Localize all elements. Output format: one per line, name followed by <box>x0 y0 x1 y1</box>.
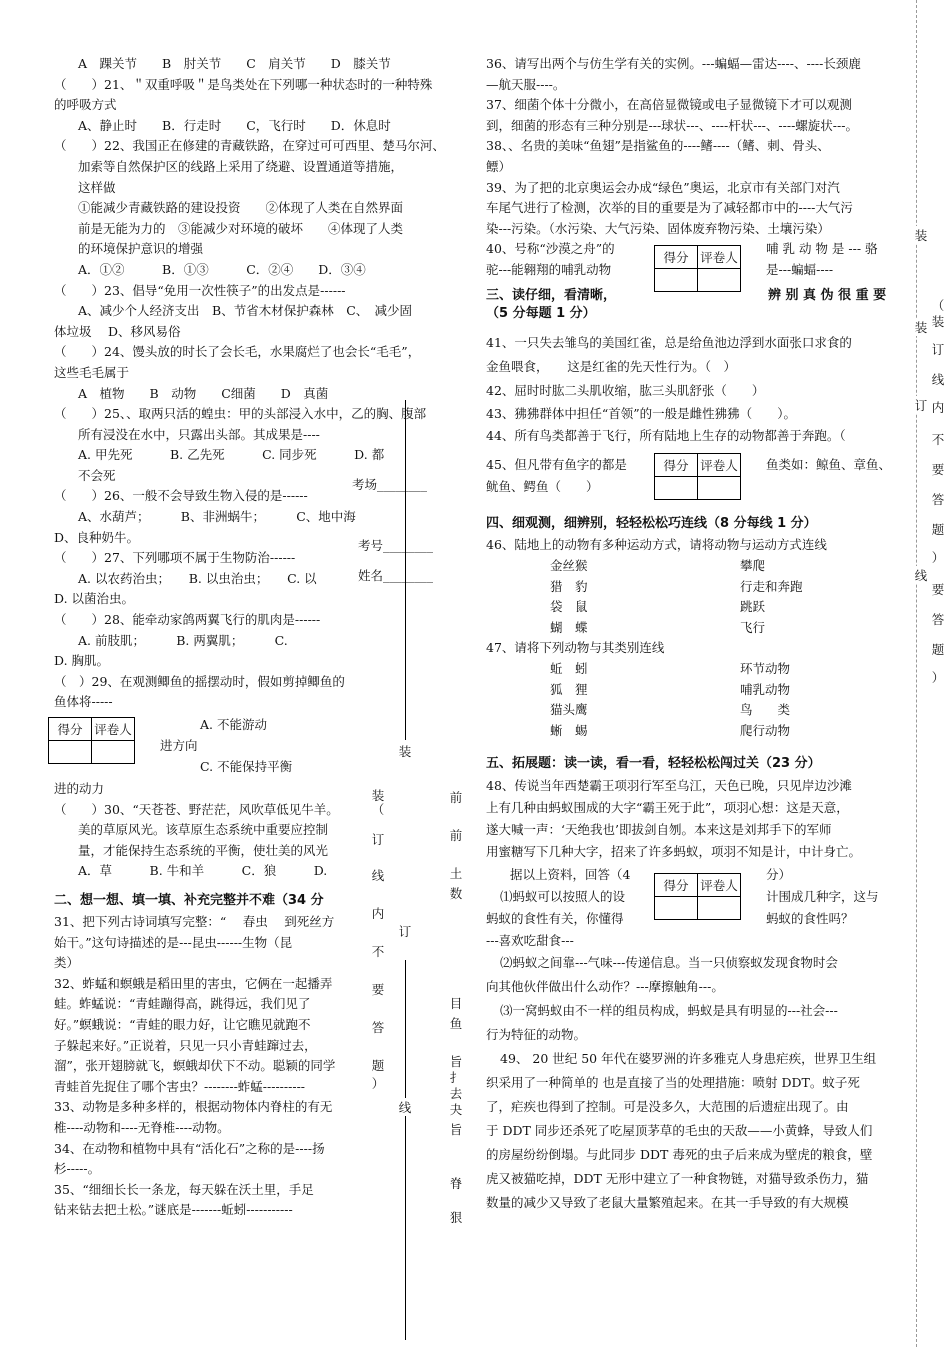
q38-line: 鳔） <box>486 158 512 174</box>
binding-char: 鱼 <box>449 1016 463 1031</box>
binding-char: 内 <box>371 906 385 921</box>
match-row <box>486 597 910 618</box>
q32-line: 子躲起来好。”正说着，只见一只小青蛙蹿过去， <box>54 1037 317 1053</box>
binding-char: 脊 <box>449 1176 463 1191</box>
binding-char: 订 <box>914 398 928 413</box>
q26-options: A、水葫芦； B、非洲蜗牛； C、地中海 <box>78 509 356 525</box>
q41-line: 金鱼喂食， 这是红雀的先天性行为。（ ） <box>486 359 737 375</box>
binding-char: 装 <box>398 744 412 759</box>
q29-line: 鱼体将----- <box>54 694 113 710</box>
q45-block <box>486 447 910 513</box>
binding-char: 订 <box>371 832 385 847</box>
q29-line: （ ）29、在观测鲫鱼的摇摆动时，假如剪掉鲫鱼的 <box>54 673 345 689</box>
q21-line: （ ）21、＂双重呼吸＂是鸟类处在下列哪一种状态时的一种特殊 <box>54 76 433 92</box>
binding-char: 题 <box>931 522 945 537</box>
q40-line: 驼---能翱翔的哺乳动物 <box>486 262 612 278</box>
q36-line: 36、请写出两个与仿生学有关的实例。---蝙蝠—雷达----、----长颈鹿 <box>486 56 861 71</box>
binding-char: 答 <box>931 612 945 627</box>
q22-line: 加索等自然保护区的线路上采用了绕避、设置通道等措施， <box>78 158 404 174</box>
q37-line: 37、细菌个体十分微小，在高倍显微镜或电子显微镜下才可以观测 <box>486 97 852 113</box>
score-label: 得分 <box>655 874 698 897</box>
q49-line: 的房屋纷纷倒塌。与此同步 DDT 毒死的虫子后来成为壁虎的粮食，壁 <box>486 1147 873 1163</box>
binding-char: ） <box>371 1076 385 1091</box>
score-cell[interactable] <box>655 269 698 292</box>
q48-line: 行为特征的动物。 <box>486 1027 587 1043</box>
section-4-title: 四、细观测，细辨别，轻轻松松巧连线（8 分每线 1 分） <box>486 516 817 532</box>
q23-options: A、减少个人经济支出 B、节省木材保护森林 C、 减少固 <box>78 303 413 319</box>
grader-label: 评卷人 <box>698 874 741 897</box>
q33-line: 椎----动物和----无脊椎----动物。 <box>54 1119 230 1135</box>
q31-line: 类） <box>54 955 80 971</box>
q27-line: （ ）27、下列哪项不属于生物防治------ <box>54 550 296 566</box>
q23-options: 体垃圾 D、移风易俗 <box>54 323 181 339</box>
binding-char: 前 <box>449 790 463 805</box>
q22-line: 这样做 <box>78 179 116 195</box>
q29-option-a: A. 不能游动 <box>200 717 267 732</box>
binding-char: 线 <box>931 372 945 387</box>
q32-line: 32、蚱蜢和螟蛾是稻田里的害虫，它俩在一起播弄 <box>54 975 333 991</box>
q43-line: 43、狒狒群体中担任“首领”的一般是雌性狒狒（ ）。 <box>486 406 796 422</box>
binding-char: 狠 <box>449 1210 463 1225</box>
animal-item[interactable]: 猎 豹 <box>550 578 588 594</box>
binding-char: 装 <box>914 228 928 243</box>
binding-char: 线 <box>914 568 928 583</box>
binding-char: 要 <box>931 462 945 477</box>
binding-char: （ <box>371 802 385 817</box>
motion-item[interactable]: 跳跃 <box>740 599 766 615</box>
grader-cell[interactable] <box>92 741 135 764</box>
category-item[interactable]: 鸟 类 <box>740 702 791 718</box>
right-margin-line <box>916 0 917 1347</box>
q48-line: 分） <box>766 867 792 883</box>
q48-line: ⑵蚂蚁之间靠---气味---传递信息。当一只侦察蚁发现食物时会 <box>500 955 838 971</box>
q40-block <box>486 239 910 303</box>
q47-pairs <box>486 659 910 741</box>
q25-line: 所有浸没在水中，只露出头部。其成果是---- <box>78 426 320 442</box>
q31-line: 31、把下列古诗词填写完整：“ 春虫 到死丝方 <box>54 913 335 929</box>
motion-item[interactable]: 攀爬 <box>740 557 766 573</box>
score-label: 得分 <box>655 246 698 269</box>
q28-options: D. 胸肌。 <box>54 653 110 669</box>
q30-options: A．草 B. 牛和羊 C．狼 D. <box>78 863 328 879</box>
binding-char: 内 <box>931 400 945 415</box>
q40-line: 是---蝙蝠---- <box>766 262 834 278</box>
q40-line: 哺 乳 动 物 是 --- 骆 <box>766 241 878 257</box>
grader-cell[interactable] <box>698 269 741 292</box>
q49-line: 数量的减少又导致了老鼠大量繁殖起来。在其一手导致的有大规模 <box>486 1195 849 1211</box>
q48-line: 48、传说当年西楚霸王项羽行军至乌江，天色已晚，只见岸边沙滩 <box>486 778 852 794</box>
q33-line: 33、动物是多种多样的，根据动物体内脊柱的有无 <box>54 1099 333 1115</box>
q21-options: A、静止时 B．行走时 C，飞行时 D．休息时 <box>78 117 391 133</box>
match-row <box>486 618 910 639</box>
match-row <box>486 556 910 577</box>
q26-options: D、良种奶牛。 <box>54 529 140 545</box>
binding-char: 装 <box>371 788 385 803</box>
q45-line: 鱼类如：鲸鱼、章鱼、 <box>766 457 892 473</box>
q39-line: 车尾气进行了检测，次举的目的重要是为了减轻都市中的----大气污 <box>486 200 853 216</box>
binding-char: 目 <box>449 996 463 1011</box>
binding-line <box>405 400 406 740</box>
q22-line: ①能减少青藏铁路的建设投资 ②体现了人类在自然界面 <box>78 200 404 216</box>
q32-line: 好。”螟蛾说：“青蛙的眼力好，让它瞧见就跑不 <box>54 1016 311 1032</box>
q48-line: 用蜜糖写下几种大字，招来了许多蚂蚁，项羽不知是计，中计身亡。 <box>486 844 862 860</box>
score-cell[interactable] <box>655 477 698 500</box>
q27-options: A. 以农药治虫； B. 以虫治虫； C. 以 <box>78 570 317 586</box>
q29-score-block <box>54 713 376 779</box>
binding-char: 要 <box>931 582 945 597</box>
q48-line: ⑶一窝蚂蚁由不一样的组员构成，蚂蚁是具有明显的---社会--- <box>500 1003 838 1019</box>
q22-options: A．①② B．①③ C．②④ D．③④ <box>78 261 366 277</box>
q44-line: 44、所有鸟类都善于飞行，所有陆地上生存的动物都善于奔跑。（ <box>486 428 859 444</box>
score-label: 得分 <box>655 454 698 477</box>
binding-char: 夬 <box>449 1102 463 1117</box>
category-item[interactable]: 环节动物 <box>740 660 791 676</box>
animal-item[interactable]: 狐 狸 <box>550 681 588 697</box>
q20-options: A 踝关节 B 肘关节 C 肩关节 D 膝关节 <box>78 56 391 71</box>
name-label: 姓名________ <box>358 568 434 583</box>
animal-item[interactable]: 猫头鹰 <box>550 702 588 718</box>
grader-cell[interactable] <box>698 477 741 500</box>
q34-line: 杉-----。 <box>54 1161 101 1177</box>
q23-line: （ ）23、倡导“免用一次性筷子”的出发点是------ <box>54 282 346 298</box>
binding-char: 不 <box>371 944 385 959</box>
q24-line: （ ）24、馒头放的时长了会长毛，水果腐烂了也会长“毛毛”， <box>54 344 421 360</box>
q28-line: （ ）28、能牵动家鸽两翼飞行的肌肉是------ <box>54 612 321 628</box>
section-5-title: 五、拓展题：读一读，看一看，轻轻松松闯过关（23 分） <box>486 756 821 772</box>
q29-option-c: C. 不能保持平衡 <box>200 759 293 774</box>
score-table <box>654 245 741 292</box>
section-2-title: 二、想一想、填一填、补充完整并不难（34 分 <box>54 892 324 908</box>
grader-label: 评卷人 <box>92 718 135 741</box>
category-item[interactable]: 哺乳动物 <box>740 681 791 697</box>
binding-line <box>405 960 406 1340</box>
q48-line: 蚂蚁的食性有关，你懂得 <box>486 911 624 927</box>
grader-cell[interactable] <box>698 897 741 920</box>
q48-line: 向其他伙伴做出什么动作？---摩擦触角---。 <box>486 979 724 995</box>
q35-line: 35、“细细长长一条龙，每天躲在沃土里，手足 <box>54 1181 314 1197</box>
q36-line: —航天服----。 <box>486 76 566 92</box>
q32-line: 青蛙首先捉住了哪个害虫？--------蚱蜢---------- <box>54 1078 306 1094</box>
binding-char: 去 <box>449 1086 463 1101</box>
q39-line: 39、为了把的北京奥运会办成“绿色”奥运，北京市有关部门对汽 <box>486 179 840 195</box>
match-row <box>486 721 910 742</box>
score-cell[interactable] <box>49 741 92 764</box>
q49-line: 织采用了一种简单的 也是直接了当的处理措施：喷射 DDT。蚊子死 <box>486 1075 860 1091</box>
motion-item[interactable]: 飞行 <box>740 619 766 635</box>
match-row <box>486 577 910 598</box>
exam-room-label: 考场________ <box>352 477 428 492</box>
match-row <box>486 659 910 680</box>
q48-line: 上有几种由蚂蚁围成的大字“霸王死于此”，项羽心想：这是天意， <box>486 800 849 816</box>
score-label: 得分 <box>49 718 92 741</box>
q48-line: ⑴蚂蚁可以按照人的设 <box>500 889 626 905</box>
q42-line: 42、屈时时肱二头肌收缩，肱三头肌舒张（ ） <box>486 383 765 399</box>
binding-char: 土 <box>449 866 463 881</box>
animal-item[interactable]: 袋 鼠 <box>550 599 588 615</box>
grader-label: 评卷人 <box>698 246 741 269</box>
q45-line: 鱿鱼、鳄鱼（ ） <box>486 479 599 495</box>
q35-line: 钻来钻去把土松。”谜底是-------蚯蚓----------- <box>54 1202 293 1218</box>
binding-char: 订 <box>398 924 412 939</box>
exam-number-label: 考号________ <box>358 538 434 553</box>
q30-line: 美的草原风光。该草原生态系统中重要应控制 <box>78 822 329 838</box>
binding-char: 不 <box>931 432 945 447</box>
section-3-subtitle: （5 分每题 1 分） <box>486 306 596 322</box>
section-3-title: 辨 别 真 伪 很 重 要 <box>768 288 887 304</box>
q37-line: 到，细菌的形态有三种分别是---球状---、----杆状---、----螺旋状---。 <box>486 117 858 133</box>
q40-line: 40、号称“沙漠之舟”的 <box>486 241 615 257</box>
score-table <box>654 453 741 500</box>
grader-label: 评卷人 <box>698 454 741 477</box>
q48-line: 计围成几种字，这与 <box>766 889 879 905</box>
motion-item[interactable]: 行走和奔跑 <box>740 578 803 594</box>
score-table <box>654 873 741 920</box>
q24-line: 这些毛毛属于 <box>54 364 130 380</box>
q32-line: 溜”，张开翅膀就飞，螟蛾却伏下不动。聪颖的同学 <box>54 1058 336 1074</box>
q30-line: （ ）30、“天苍苍、野茫茫，风吹草低见牛羊。 <box>54 801 339 817</box>
match-row <box>486 700 910 721</box>
q29-line: 进的动力 <box>54 781 105 796</box>
binding-char: 答 <box>371 1020 385 1035</box>
q46-pairs <box>486 556 910 638</box>
binding-char: （ <box>931 298 945 313</box>
binding-char: 装 <box>931 314 945 329</box>
binding-char: 订 <box>931 342 945 357</box>
q49-line: 49、 20 世纪 50 年代在婆罗洲的许多雅克人身患疟疾，世界卫生组 <box>500 1051 877 1067</box>
q47-line: 47、请将下列动物与其类别连线 <box>486 640 665 656</box>
q45-line: 45、但凡带有鱼字的都是 <box>486 457 627 473</box>
category-item[interactable]: 爬行动物 <box>740 722 791 738</box>
right-column <box>486 54 910 1215</box>
q48-score-block <box>486 863 910 951</box>
binding-char: ） <box>931 550 945 565</box>
q39-line: 染---污染。（水污染、大气污染、固体废弃物污染、土壤污染） <box>486 220 830 236</box>
animal-item[interactable]: 蜥 蜴 <box>550 722 588 738</box>
q22-line: 的环境保护意识的增强 <box>78 241 204 257</box>
q32-line: 蛙。蚱蜢说：“青蛙蹦得高，跳得远，我们见了 <box>54 996 311 1012</box>
binding-char: 装 <box>914 320 928 335</box>
score-cell[interactable] <box>655 897 698 920</box>
q41-line: 41、一只失去雏鸟的美国红雀，总是给鱼池边浮到水面张口求食的 <box>486 335 852 351</box>
binding-char: 数 <box>449 886 463 901</box>
q34-line: 34、在动物和植物中具有“活化石”之称的是----扬 <box>54 1140 325 1156</box>
q22-line: （ ）22、我国正在修建的青藏铁路，在穿过可可西里、楚马尔河、 <box>54 138 445 154</box>
q25-options: 不会死 <box>78 467 116 483</box>
q28-options: A. 前肢肌； B. 两翼肌； C. <box>78 632 288 648</box>
q29-option-b-cont: 进方向 <box>160 738 198 753</box>
q21-line: 的呼吸方式 <box>54 97 117 113</box>
animal-item[interactable]: 金丝猴 <box>550 557 588 573</box>
q48-line: ---喜欢吃甜食--- <box>486 933 574 949</box>
q38-line: 38、、名贵的美味“鱼翅”是指鲨鱼的----鳍----（鳍、刺、骨头、 <box>486 138 830 154</box>
q26-line: （ ）26、一般不会导致生物入侵的是------ <box>54 488 308 504</box>
binding-char: 答 <box>931 492 945 507</box>
q25-options: A. 甲先死 B. 乙先死 C. 同步死 D. 都 <box>78 447 385 463</box>
binding-char: 旨 <box>449 1122 463 1137</box>
q48-line: 蚂蚁的食性吗？ <box>766 911 854 927</box>
binding-char: 扌 <box>449 1070 463 1085</box>
animal-item[interactable]: 蚯 蚓 <box>550 660 588 676</box>
q22-line: 前是无能为力的 ③能减少对环境的破坏 ④体现了人类 <box>78 220 404 236</box>
binding-char: ） <box>931 670 945 685</box>
q49-line: 虎又被猫吃掉，DDT 无形中建立了一种食物链，对猫导致杀伤力，猫 <box>486 1171 869 1187</box>
animal-item[interactable]: 蝴 蝶 <box>550 619 588 635</box>
q27-options: D. 以菌治虫。 <box>54 591 135 607</box>
match-row <box>486 680 910 701</box>
binding-char: 旨 <box>449 1054 463 1069</box>
q48-line: 遂大喊一声：‘天绝我也’即拔剑自刎。本来这是刘邦手下的军师 <box>486 822 832 838</box>
q49-line: 于 DDT 同步还杀死了吃屋顶茅草的毛虫的天敌——小黄蜂，导致人们 <box>486 1123 873 1139</box>
score-table <box>48 717 135 764</box>
binding-char: 线 <box>371 868 385 883</box>
q24-options: A 植物 B 动物 C细菌 D 真菌 <box>78 385 329 401</box>
binding-char: 题 <box>371 1058 385 1073</box>
binding-char: 线 <box>398 1100 412 1115</box>
q46-line: 46、陆地上的动物有多种运动方式，请将动物与运动方式连线 <box>486 537 827 553</box>
binding-char: 前 <box>449 828 463 843</box>
q30-line: 量，才能保持生态系统的平衡，使壮美的风光 <box>78 842 329 858</box>
section-3-title: 三、读仔细，看清晰， <box>486 288 617 304</box>
q25-line: （ ）25、、取两只活的蝗虫：甲的头部浸入水中，乙的胸、腹部 <box>54 406 427 422</box>
binding-char: 要 <box>371 982 385 997</box>
q49-line: 了，疟疾也得到了控制。可是没多久，大范围的后遗症出现了。由 <box>486 1099 849 1115</box>
binding-char: 题 <box>931 642 945 657</box>
q48-line: 据以上资料，回答（4 <box>510 867 631 883</box>
q31-line: 始干。”这句诗描述的是---昆虫------生物（昆 <box>54 934 293 950</box>
